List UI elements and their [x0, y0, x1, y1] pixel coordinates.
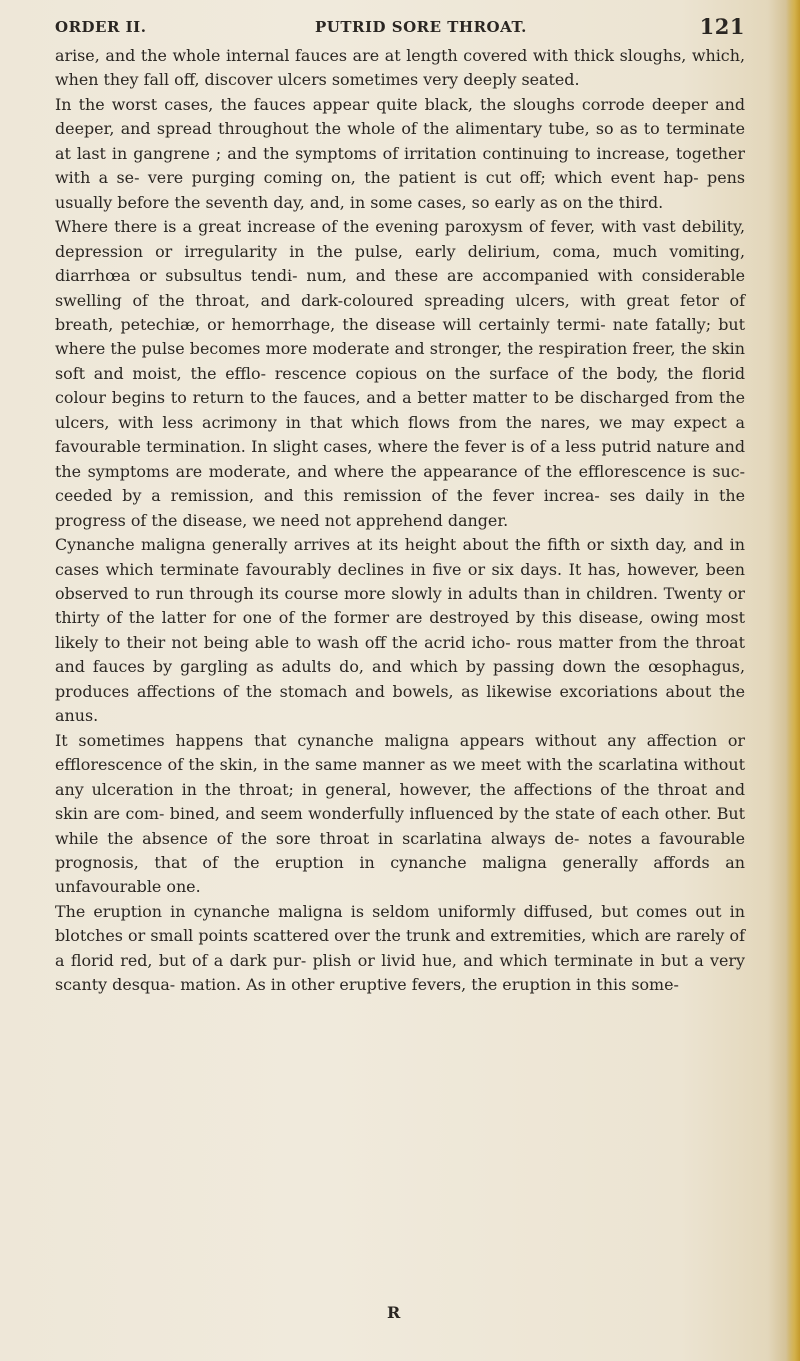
page-edge	[786, 0, 800, 1361]
paragraph: In the worst cases, the fauces appear quite black, the sloughs corrode deeper and deeper, and spread throughout the whole of the alimentary tube, so as to terminate at last in gangrene ; and the symptoms of irritation continuing to increase, together with a se- vere purging coming on, the patient is cut off; which event hap- pens usually before the seventh day, and, in some cases, so early as on the third.	[55, 94, 745, 212]
paragraph: Cynanche maligna generally arrives at its height about the fifth or sixth day, and in cases which terminate favourably declines in five or six days. It has, however, been observed to run through its course more slowly in adults than in children. Twenty or thirty of the latter for one of the former are destroyed by this disease, owing most likely to their not being able to wash off the acrid icho- rous matter from the throat and fauces by gargling as adults do, and which by passing down the œsophagus, produces affections of the stomach and bowels, as likewise excoriations about the anus.	[55, 535, 745, 726]
paragraph: arise, and the whole internal fauces are at length covered with thick sloughs, which, when they fall off, discover ulcers sometimes very deeply seated.	[55, 46, 745, 90]
running-header	[55, 12, 745, 42]
signature-mark: R	[387, 1303, 401, 1322]
body-text	[55, 44, 745, 998]
header-title: PUTRID SORE THROAT.	[315, 18, 527, 36]
paragraph: The eruption in cynanche maligna is seldom uniformly diffused, but comes out in blotches or small points scattered over the trunk and extremities, which are rarely of a florid red, but of a dark pur- plish or livid hue, and which terminate in but a very scanty desqua- mation. As in other eruptive fevers, the eruption in this some-	[55, 901, 745, 995]
page-number: 121	[699, 14, 745, 39]
paragraph: It sometimes happens that cynanche maligna appears without any affection or efflorescence of the skin, in the same manner as we meet with the scarlatina without any ulceration in the throat; in general, however, the affections of the throat and skin are com- bined, and seem wonderfully influenced by the state of each other. But while the absence of the sore throat in scarlatina always de- notes a favourable prognosis, that of the eruption in cynanche maligna generally affords an unfavourable one.	[55, 730, 745, 897]
header-order: ORDER II.	[55, 18, 147, 36]
paragraph: Where there is a great increase of the evening paroxysm of fever, with vast debility, depression or irregularity in the pulse, early delirium, coma, much vomiting, diarrhœa or subsultus tendi- num, and these are accompanied with considerable swelling of the throat, and dark-coloured spreading ulcers, with great fetor of breath, petechiæ, or hemorrhage, the disease will certainly termi- nate fatally; but where the pulse becomes more moderate and stronger, the respiration freer, the skin soft and moist, the efflo- rescence copious on the surface of the body, the florid colour begins to return to the fauces, and a better matter to be discharged from the ulcers, with less acrimony in that which flows from the nares, we may expect a favourable termination. In slight cases, where the fever is of a less putrid nature and the symptoms are moderate, and where the appearance of the efflorescence is suc- ceeded by a remission, and this remission of the fever increa- ses daily in the progress of the disease, we need not apprehend danger.	[55, 217, 745, 530]
